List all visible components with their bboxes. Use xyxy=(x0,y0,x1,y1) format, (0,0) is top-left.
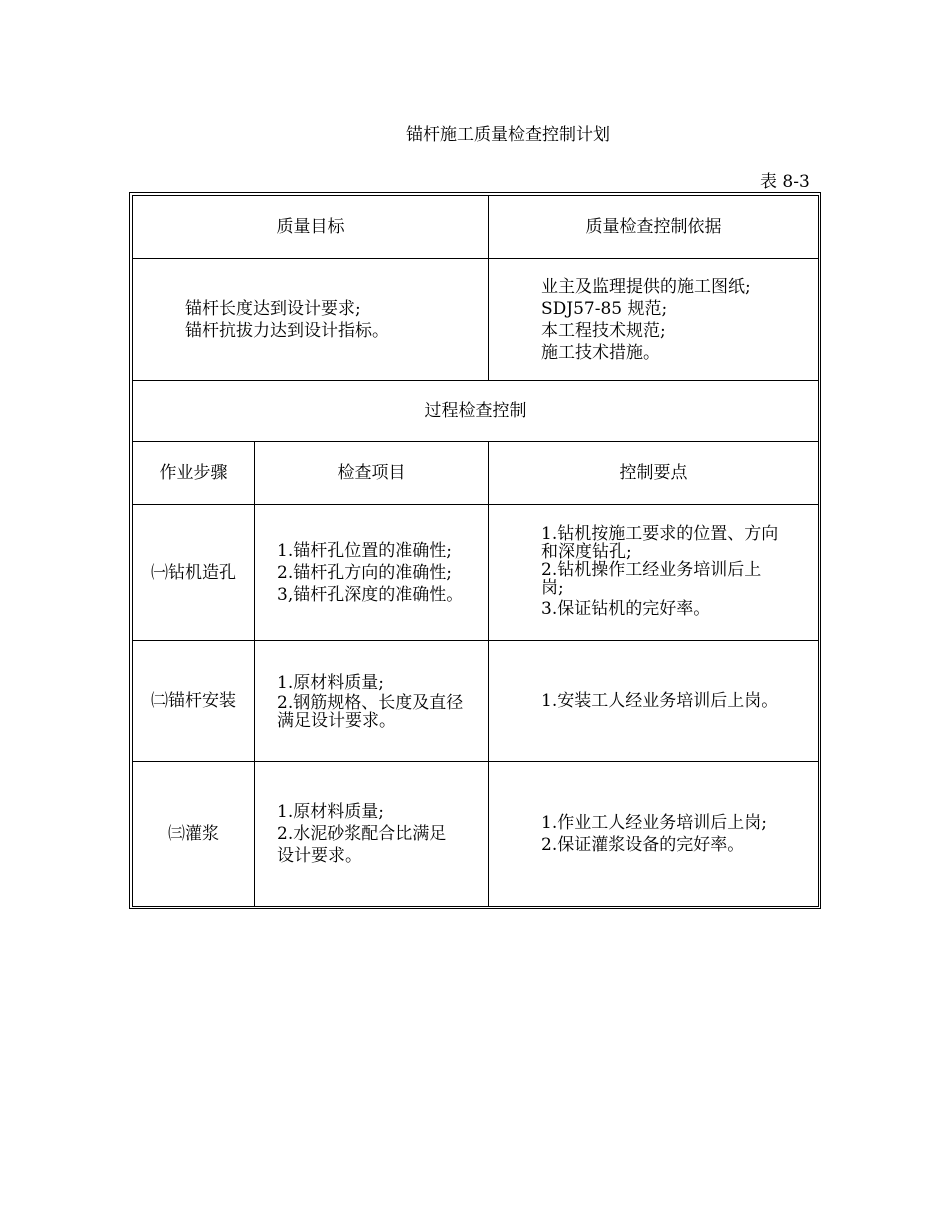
item-line: 1.原材料质量; xyxy=(277,802,384,822)
points-cell xyxy=(489,762,819,907)
table-number: 表 8-3 xyxy=(760,172,810,192)
item-line: 2.钢筋规格、长度及直径 xyxy=(277,693,464,713)
step-cell: ㈢灌浆 xyxy=(133,762,255,907)
quality-goals-cell xyxy=(133,259,489,381)
point-line: 和深度钻孔; xyxy=(541,541,632,562)
point-line: 2.保证灌浆设备的完好率。 xyxy=(541,835,745,855)
column-header-step: 作业步骤 xyxy=(133,442,255,505)
item-line: 2.水泥砂浆配合比满足 xyxy=(277,824,447,844)
point-line: 3.保证钻机的完好率。 xyxy=(541,598,711,619)
points-cell xyxy=(489,641,819,762)
process-control-title: 过程检查控制 xyxy=(133,381,819,442)
header-quality-goal: 质量目标 xyxy=(133,196,489,259)
table-row xyxy=(133,762,819,907)
basis-line: SDJ57-85 规范; xyxy=(541,298,668,319)
point-line: 1.作业工人经业务培训后上岗; xyxy=(541,813,767,833)
basis-line: 业主及监理提供的施工图纸; xyxy=(541,276,751,297)
table-row xyxy=(133,505,819,641)
point-line: 1.安装工人经业务培训后上岗。 xyxy=(541,691,779,711)
control-basis-cell xyxy=(489,259,819,381)
column-header-points: 控制要点 xyxy=(489,442,819,505)
items-cell xyxy=(255,641,489,762)
goal-line: 锚杆抗拔力达到设计指标。 xyxy=(185,320,389,341)
step-cell: ㈡锚杆安装 xyxy=(133,641,255,762)
document-title: 锚杆施工质量检查控制计划 xyxy=(406,125,610,145)
basis-line: 施工技术措施。 xyxy=(541,342,660,363)
goal-line: 锚杆长度达到设计要求; xyxy=(185,298,361,319)
basis-line: 本工程技术规范; xyxy=(541,320,666,341)
step-cell: ㈠钻机造孔 xyxy=(133,505,255,641)
item-line: 2.锚杆孔方向的准确性; xyxy=(277,562,452,583)
point-line: 1.钻机按施工要求的位置、方向 xyxy=(541,523,779,544)
point-line: 岗; xyxy=(541,577,564,598)
quality-control-table xyxy=(132,195,819,907)
column-header-items: 检查项目 xyxy=(255,442,489,505)
table-row xyxy=(133,641,819,762)
items-cell xyxy=(255,505,489,641)
item-line: 3,锚杆孔深度的准确性。 xyxy=(277,584,464,605)
point-line: 2.钻机操作工经业务培训后上 xyxy=(541,559,762,580)
item-line: 设计要求。 xyxy=(277,846,362,866)
item-line: 满足设计要求。 xyxy=(277,711,396,731)
items-cell xyxy=(255,762,489,907)
item-line: 1.原材料质量; xyxy=(277,673,384,693)
points-cell xyxy=(489,505,819,641)
header-control-basis: 质量检查控制依据 xyxy=(489,196,819,259)
item-line: 1.锚杆孔位置的准确性; xyxy=(277,540,452,561)
